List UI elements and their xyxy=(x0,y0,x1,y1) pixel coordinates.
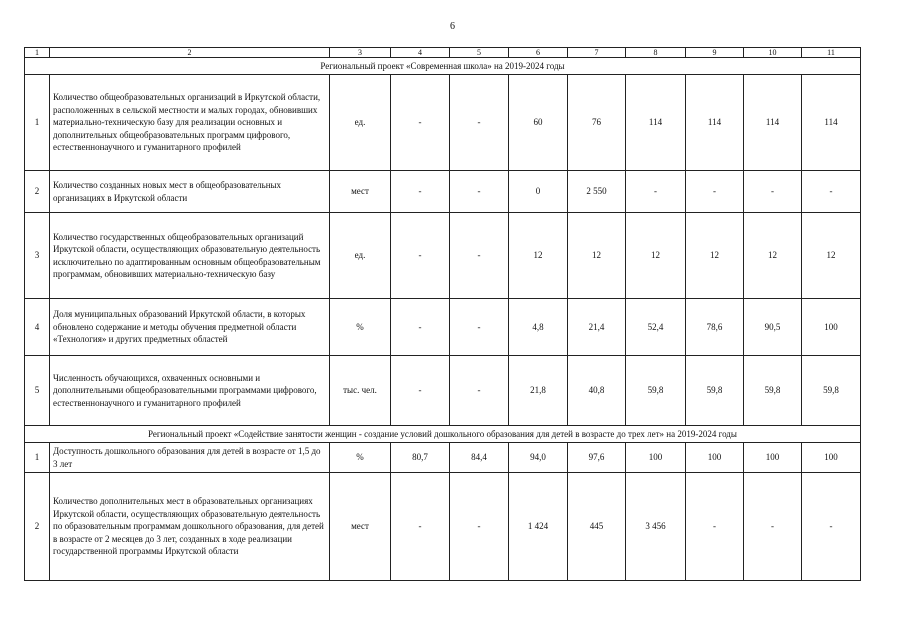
value-cell: - xyxy=(391,171,450,213)
value-cell: 12 xyxy=(744,213,802,299)
header-cell: 9 xyxy=(686,48,744,58)
value-cell: 94,0 xyxy=(509,443,568,473)
value-cell: - xyxy=(450,75,509,171)
header-cell: 3 xyxy=(330,48,391,58)
row-number: 1 xyxy=(25,443,50,473)
unit-cell: ед. xyxy=(330,213,391,299)
indicator-name: Количество дополнительных мест в образовательных организациях Иркутской области, осуществляющих образовательную деятельность по образовательным программам дошкольного образования, для детей в возрасте от 2 месяцев до 3 лет, созданных в ходе реализации государственной программы Иркутской области xyxy=(50,473,330,581)
header-cell: 4 xyxy=(391,48,450,58)
value-cell: - xyxy=(686,473,744,581)
value-cell: 114 xyxy=(686,75,744,171)
row-number: 2 xyxy=(25,473,50,581)
indicator-name: Численность обучающихся, охваченных основными и дополнительными общеобразовательными программами цифрового, естественнонаучного и гуманитарного профилей xyxy=(50,356,330,426)
value-cell: - xyxy=(686,171,744,213)
value-cell: - xyxy=(391,75,450,171)
value-cell: - xyxy=(391,299,450,356)
value-cell: 84,4 xyxy=(450,443,509,473)
value-cell: 12 xyxy=(802,213,861,299)
value-cell: 114 xyxy=(802,75,861,171)
value-cell: 40,8 xyxy=(568,356,626,426)
value-cell: 21,8 xyxy=(509,356,568,426)
header-cell: 8 xyxy=(626,48,686,58)
table-row xyxy=(25,75,861,171)
indicators-table xyxy=(24,47,861,581)
indicator-name: Количество государственных общеобразовательных организаций Иркутской области, осуществляющих образовательную деятельность исключительно по адаптированным основным общеобразовательным программам, обновивших материально-техническую базу xyxy=(50,213,330,299)
value-cell: 100 xyxy=(686,443,744,473)
indicator-name: Количество общеобразовательных организаций в Иркутской области, расположенных в сельской местности и малых городах, обновивших материально-техническую базу для реализации основных и дополнительных общеобразовательных программ цифрового, естественнонаучного и гуманитарного профилей xyxy=(50,75,330,171)
unit-cell: % xyxy=(330,299,391,356)
header-cell: 6 xyxy=(509,48,568,58)
value-cell: 78,6 xyxy=(686,299,744,356)
value-cell: 12 xyxy=(686,213,744,299)
value-cell: 60 xyxy=(509,75,568,171)
value-cell: 100 xyxy=(802,443,861,473)
value-cell: 52,4 xyxy=(626,299,686,356)
value-cell: 76 xyxy=(568,75,626,171)
value-cell: 0 xyxy=(509,171,568,213)
value-cell: 114 xyxy=(744,75,802,171)
value-cell: 100 xyxy=(744,443,802,473)
value-cell: - xyxy=(744,473,802,581)
table-row xyxy=(25,473,861,581)
value-cell: - xyxy=(450,171,509,213)
table-row xyxy=(25,443,861,473)
value-cell: 97,6 xyxy=(568,443,626,473)
header-cell: 10 xyxy=(744,48,802,58)
table-row xyxy=(25,299,861,356)
section-row xyxy=(25,426,861,443)
value-cell: - xyxy=(450,473,509,581)
section-title: Региональный проект «Современная школа» на 2019-2024 годы xyxy=(25,58,861,75)
value-cell: 90,5 xyxy=(744,299,802,356)
table-row xyxy=(25,213,861,299)
value-cell: - xyxy=(626,171,686,213)
unit-cell: мест xyxy=(330,473,391,581)
value-cell: 100 xyxy=(802,299,861,356)
table-row xyxy=(25,171,861,213)
value-cell: 59,8 xyxy=(686,356,744,426)
value-cell: 80,7 xyxy=(391,443,450,473)
value-cell: 21,4 xyxy=(568,299,626,356)
value-cell: 59,8 xyxy=(744,356,802,426)
value-cell: 12 xyxy=(509,213,568,299)
value-cell: 114 xyxy=(626,75,686,171)
value-cell: - xyxy=(802,171,861,213)
value-cell: 12 xyxy=(626,213,686,299)
section-title: Региональный проект «Содействие занятости женщин - создание условий дошкольного образования для детей в возрасте до трех лет» на 2019-2024 годы xyxy=(25,426,861,443)
value-cell: 59,8 xyxy=(802,356,861,426)
value-cell: 12 xyxy=(568,213,626,299)
table-row xyxy=(25,356,861,426)
header-cell: 1 xyxy=(25,48,50,58)
value-cell: 1 424 xyxy=(509,473,568,581)
header-cell: 2 xyxy=(50,48,330,58)
row-number: 1 xyxy=(25,75,50,171)
value-cell: 59,8 xyxy=(626,356,686,426)
indicator-name: Количество созданных новых мест в общеобразовательных организациях в Иркутской области xyxy=(50,171,330,213)
header-cell: 5 xyxy=(450,48,509,58)
unit-cell: % xyxy=(330,443,391,473)
section-row xyxy=(25,58,861,75)
value-cell: 3 456 xyxy=(626,473,686,581)
unit-cell: тыс. чел. xyxy=(330,356,391,426)
value-cell: - xyxy=(802,473,861,581)
header-cell: 7 xyxy=(568,48,626,58)
value-cell: - xyxy=(744,171,802,213)
row-number: 2 xyxy=(25,171,50,213)
value-cell: 100 xyxy=(626,443,686,473)
value-cell: 4,8 xyxy=(509,299,568,356)
column-number-row xyxy=(25,48,861,58)
row-number: 4 xyxy=(25,299,50,356)
value-cell: 445 xyxy=(568,473,626,581)
value-cell: 2 550 xyxy=(568,171,626,213)
row-number: 3 xyxy=(25,213,50,299)
unit-cell: ед. xyxy=(330,75,391,171)
header-cell: 11 xyxy=(802,48,861,58)
value-cell: - xyxy=(391,213,450,299)
value-cell: - xyxy=(450,356,509,426)
indicator-name: Доля муниципальных образований Иркутской области, в которых обновлено содержание и методы обучения предметной области «Технология» и других предметных областей xyxy=(50,299,330,356)
value-cell: - xyxy=(391,356,450,426)
value-cell: - xyxy=(450,299,509,356)
row-number: 5 xyxy=(25,356,50,426)
value-cell: - xyxy=(391,473,450,581)
unit-cell: мест xyxy=(330,171,391,213)
value-cell: - xyxy=(450,213,509,299)
indicator-name: Доступность дошкольного образования для детей в возрасте от 1,5 до 3 лет xyxy=(50,443,330,473)
page-number: 6 xyxy=(450,21,455,32)
